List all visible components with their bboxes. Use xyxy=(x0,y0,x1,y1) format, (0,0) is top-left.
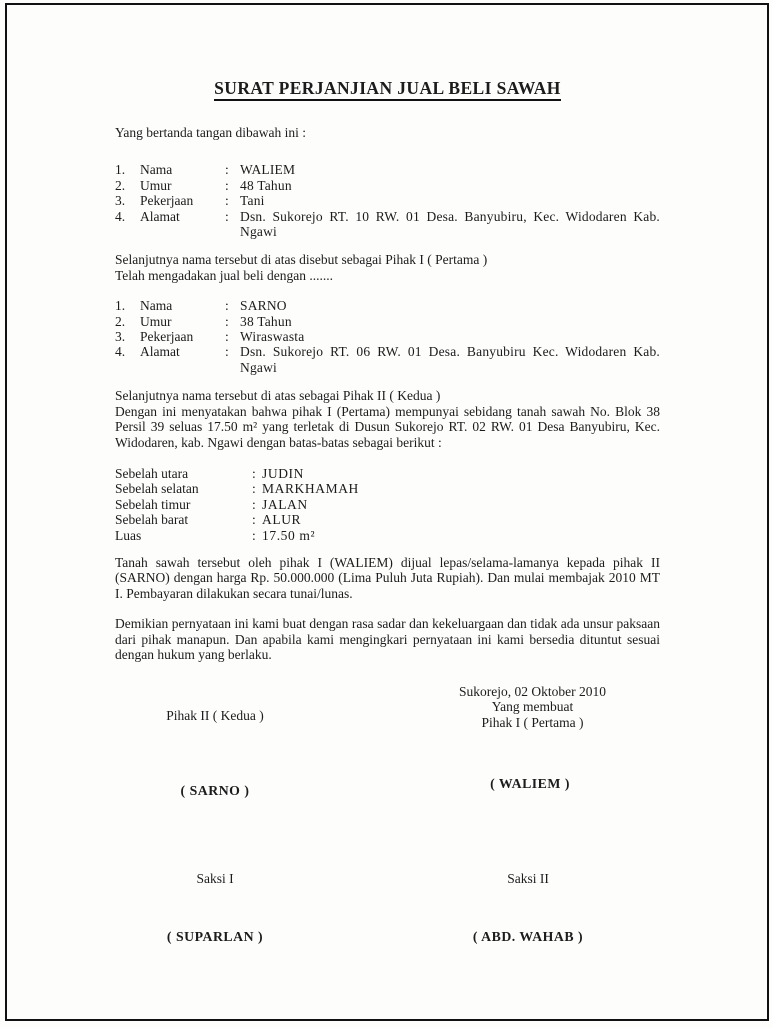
party1-designation-line: Selanjutnya nama tersebut di atas disebut sebagai Pihak I ( Pertama ) xyxy=(115,252,488,268)
boundary-value: JALAN xyxy=(262,496,308,512)
item-number: 1. xyxy=(115,298,126,314)
land-description-clause xyxy=(115,388,660,450)
boundary-separator: : xyxy=(252,527,256,543)
boundary-row xyxy=(115,528,660,543)
item-label: Pekerjaan xyxy=(140,329,194,345)
boundary-separator: : xyxy=(252,496,256,512)
item-number: 3. xyxy=(115,329,126,345)
item-separator: : xyxy=(225,208,229,224)
land-description-text: Dengan ini menyatakan bahwa pihak I (Pertama) mempunyai sebidang tanah sawah No. Blok 38 Persil 39 seluas 17.50 m² yang terletak di Dusun Sukorejo RT. 02 RW. 01 Desa Banyubiru, Kec. Widodaren, kab. Ngawi dengan batas-batas sebagai berikut : xyxy=(115,403,660,450)
sale-terms-clause: Tanah sawah tersebut oleh pihak I (WALIEM) dijual lepas/selama-lamanya kepada pihak II (SARNO) dengan harga Rp. 50.000.000 (Lima Puluh Juta Rupiah). Dan mulai membajak 2010 MT I. Pembayaran dilakukan secara tunai/lunas. xyxy=(115,554,660,601)
list-item xyxy=(115,329,660,344)
item-separator: : xyxy=(225,329,229,345)
item-label: Nama xyxy=(140,162,173,178)
boundary-value: JUDIN xyxy=(262,465,304,481)
list-item xyxy=(115,193,660,208)
place-date-line: Sukorejo, 02 Oktober 2010 xyxy=(459,684,606,699)
boundary-label: Sebelah utara xyxy=(115,465,189,481)
list-item xyxy=(115,314,660,329)
party2-signature-name: ( SARNO ) xyxy=(180,783,250,798)
list-item xyxy=(115,344,660,375)
item-label: Umur xyxy=(140,177,172,193)
witness1-label: Saksi I xyxy=(196,871,234,886)
item-separator: : xyxy=(225,177,229,193)
party2-designation-line: Selanjutnya nama tersebut di atas sebagai Pihak II ( Kedua ) xyxy=(115,388,441,404)
item-separator: : xyxy=(225,193,229,209)
item-value: WALIEM xyxy=(240,162,296,178)
boundary-row xyxy=(115,497,660,512)
intro-line: Yang bertanda tangan dibawah ini : xyxy=(115,125,306,140)
boundary-separator: : xyxy=(252,512,256,528)
boundary-label: Sebelah timur xyxy=(115,496,191,512)
item-value: 38 Tahun xyxy=(240,313,292,329)
boundary-separator: : xyxy=(252,481,256,497)
item-value: 48 Tahun xyxy=(240,177,292,193)
item-separator: : xyxy=(225,298,229,314)
item-number: 4. xyxy=(115,208,126,224)
item-number: 4. xyxy=(115,344,126,360)
item-label: Nama xyxy=(140,298,173,314)
item-number: 2. xyxy=(115,177,126,193)
list-item xyxy=(115,178,660,193)
document-title: SURAT PERJANJIAN JUAL BELI SAWAH xyxy=(214,78,561,101)
boundary-row xyxy=(115,481,660,496)
witness2-label: Saksi II xyxy=(507,871,549,886)
item-label: Umur xyxy=(140,313,172,329)
item-number: 1. xyxy=(115,162,126,178)
item-label: Pekerjaan xyxy=(140,193,194,209)
item-separator: : xyxy=(225,162,229,178)
item-separator: : xyxy=(225,344,229,360)
boundary-label: Luas xyxy=(115,527,142,543)
item-value: SARNO xyxy=(240,298,287,314)
title-wrapper xyxy=(115,78,660,101)
closing-statement-clause: Demikian pernyataan ini kami buat dengan rasa sadar dan kekeluargaan dan tidak ada unsur paksaan dari pihak manapun. Dan apabila kami mengingkari pernyataan ini kami bersedia dituntut sesuai dengan hukum yang berlaku. xyxy=(115,616,660,662)
party2-signature-label: Pihak II ( Kedua ) xyxy=(166,708,264,723)
item-value: Dsn. Sukorejo RT. 06 RW. 01 Desa. Banyubiru Kec. Widodaren Kab. Ngawi xyxy=(240,344,660,375)
item-label: Alamat xyxy=(140,208,180,224)
party1-identity-list xyxy=(115,162,660,239)
item-value: Wiraswasta xyxy=(240,329,305,345)
boundary-value: 17.50 m² xyxy=(262,527,316,543)
signature-right-header xyxy=(420,684,645,730)
boundary-row xyxy=(115,466,660,481)
item-label: Alamat xyxy=(140,344,180,360)
transaction-intro-line: Telah mengadakan jual beli dengan ....... xyxy=(115,267,333,283)
item-number: 2. xyxy=(115,313,126,329)
party1-closing-lines xyxy=(115,252,660,283)
list-item xyxy=(115,162,660,177)
boundary-value: MARKHAMAH xyxy=(262,481,359,497)
maker-label: Yang membuat xyxy=(491,699,574,715)
item-separator: : xyxy=(225,313,229,329)
party2-identity-list xyxy=(115,298,660,375)
item-value: Dsn. Sukorejo RT. 10 RW. 01 Desa. Banyubiru, Kec. Widodaren Kab. Ngawi xyxy=(240,208,660,240)
witness2-signature-name: ( ABD. WAHAB ) xyxy=(472,929,584,944)
boundary-separator: : xyxy=(252,465,256,481)
party1-signature-name: ( WALIEM ) xyxy=(490,776,570,791)
boundaries-list xyxy=(115,466,660,543)
item-number: 3. xyxy=(115,193,126,209)
party1-signature-label: Pihak I ( Pertama ) xyxy=(481,714,584,730)
boundary-value: ALUR xyxy=(262,512,302,528)
boundary-label: Sebelah selatan xyxy=(115,481,199,497)
list-item xyxy=(115,209,660,240)
document-body xyxy=(115,0,660,662)
boundary-row xyxy=(115,512,660,527)
list-item xyxy=(115,298,660,313)
boundary-label: Sebelah barat xyxy=(115,512,189,528)
witness1-signature-name: ( SUPARLAN ) xyxy=(166,929,264,944)
item-value: Tani xyxy=(240,193,265,209)
